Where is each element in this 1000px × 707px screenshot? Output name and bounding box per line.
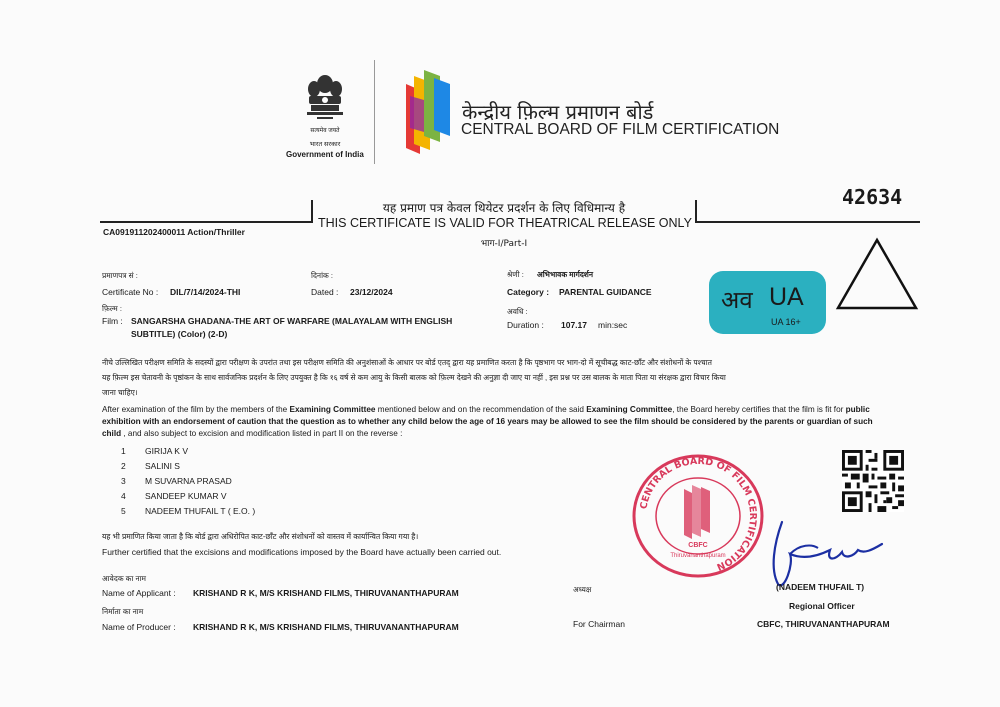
member-no: 4 [121, 491, 126, 501]
member-name: NADEEM THUFAIL T ( E.O. ) [145, 506, 256, 516]
member-name: GIRIJA K V [145, 446, 188, 456]
member-name: SANDEEP KUMAR V [145, 491, 227, 501]
government-of-india: Government of India [286, 150, 364, 159]
certificate-serial: 42634 [842, 185, 903, 209]
cert-no-hindi: प्रमाणपत्र सं : [102, 271, 138, 280]
member-no: 1 [121, 446, 126, 456]
band-line-right [696, 221, 920, 223]
film-label: Film : [102, 316, 123, 326]
header-divider [374, 60, 375, 164]
category-triangle-icon [834, 236, 920, 312]
rating-badge-hindi: अव [721, 286, 753, 314]
producer-value: KRISHAND R K, M/S KRISHAND FILMS, THIRUVANANTHAPURAM [193, 622, 459, 632]
en-text-1: After examination of the film by the members of the [102, 405, 290, 414]
duration-value: 107.17 [561, 320, 587, 330]
film-title-line2: SUBTITLE) (Color) (2-D) [131, 329, 228, 339]
member-name: M SUVARNA PRASAD [145, 476, 232, 486]
qr-code [842, 450, 904, 512]
en-text-5: , the Board hereby certifies that the film is fit for [672, 405, 846, 414]
seal-city: Thiruvananthapuram [670, 553, 726, 559]
reference-number: CA091911202400011 Action/Thriller [103, 227, 245, 237]
validity-hindi: यह प्रमाण पत्र केवल थियेटर प्रदर्शन के लिए विधिमान्य है [382, 201, 626, 215]
chairman-hindi: अध्यक्ष [573, 585, 592, 594]
english-certification-paragraph [102, 404, 892, 440]
seal-center-label: CBFC [688, 542, 708, 549]
applicant-label: Name of Applicant : [102, 588, 176, 598]
board-name-english: CENTRAL BOARD OF FILM CERTIFICATION [461, 121, 780, 138]
applicant-hindi: आवेदक का नाम [102, 574, 147, 583]
validity-english: THIS CERTIFICATE IS VALID FOR THEATRICAL RELEASE ONLY [318, 216, 692, 230]
officer-name: (NADEEM THUFAIL T) [776, 582, 865, 592]
for-chairman: For Chairman [573, 619, 625, 629]
officer-office: CBFC, THIRUVANANTHAPURAM [757, 619, 890, 629]
category-hindi-value: अभिभावक मार्गदर्शन [537, 270, 594, 279]
cert-no-value: DIL/7/14/2024-THI [170, 287, 241, 297]
en-text-4: Examining Committee [586, 405, 673, 414]
hindi-para-line2: यह फ़िल्म इस चेतावनी के पृष्ठांकन के साथ सार्वजनिक प्रदर्शन के लिए उपयुक्त है कि १६ वर्ष से कम आयु के किसी बालक को फ़िल्म देखने की अनुज्ञा दी जाए या नहीं , इस प्रश्न पर उस बालक के माता पिता या संरक्षक द्वारा विचार किया [102, 373, 726, 382]
en-text-3: mentioned below and on the recommendation of the said [375, 405, 587, 414]
band-tick-left [311, 200, 313, 223]
rating-badge [709, 271, 826, 334]
emblem-motto: सत्यमेव जयते [310, 128, 340, 134]
duration-unit: min:sec [598, 320, 628, 330]
cert-no-label: Certificate No : [102, 287, 159, 297]
cbfc-logo-icon [400, 66, 456, 161]
further-certified-hindi: यह भी प्रमाणित किया जाता है कि बोर्ड द्वारा अधिरोपित काट-छाँट और संशोधनों को वास्तव में कार्यान्वित किया गया है। [102, 532, 419, 541]
rating-badge-main: UA [769, 283, 804, 311]
hindi-para-line3: जाना चाहिए। [102, 388, 138, 397]
rating-badge-sub: UA 16+ [771, 317, 801, 327]
band-line-left [100, 221, 312, 223]
en-text-2: Examining Committee [289, 405, 376, 414]
seal-ring-text: CENTRAL BOARD OF FILM CERTIFICATION [638, 455, 759, 573]
government-hindi: भारत सरकार [309, 141, 341, 148]
category-value: PARENTAL GUIDANCE [559, 287, 652, 297]
dated-value: 23/12/2024 [350, 287, 393, 297]
board-name-hindi: केन्द्रीय फ़िल्म प्रमाणन बोर्ड [462, 100, 654, 124]
film-hindi: फ़िल्म : [102, 304, 122, 313]
category-hindi-label: श्रेणी : [507, 270, 524, 279]
duration-label: Duration : [507, 320, 544, 330]
category-label: Category : [507, 287, 550, 297]
producer-label: Name of Producer : [102, 622, 176, 632]
hindi-para-line1: नीचे उल्लिखित परीक्षण समिति के सदस्यों द्वारा परीक्षण के उपरांत तथा इस परीक्षण समिति की अनुशंसाओं के आधार पर बोर्ड एतद् द्वारा यह प्रमाणित करता है कि पृष्ठभाग पर भाग-दो में सूचीबद्ध काट-छाँट और संशोधनों के पश्चात [102, 358, 712, 367]
certificate-part: भाग-I/Part-I [480, 239, 528, 249]
member-name: SALINI S [145, 461, 180, 471]
dated-label: Dated : [311, 287, 339, 297]
further-certified-english: Further certified that the excisions and modifications imposed by the Board have actually been carried out. [102, 547, 502, 557]
en-text-7: , and also subject to excision and modification listed in part II on the reverse : [121, 429, 403, 438]
film-title-line1: SANGARSHA GHADANA-THE ART OF WARFARE (MALAYALAM WITH ENGLISH [131, 316, 453, 326]
applicant-value: KRISHAND R K, M/S KRISHAND FILMS, THIRUVANANTHAPURAM [193, 588, 459, 598]
en-text-6: public exhibition with an endorsement of caution that the question as to whether any child below the age of 16 years may be allowed to see the film should be considered by the parents or guardian of such child [102, 405, 873, 438]
member-no: 5 [121, 506, 126, 516]
band-tick-right [695, 200, 697, 223]
member-no: 3 [121, 476, 126, 486]
national-emblem-icon [300, 70, 350, 128]
dated-hindi: दिनांक : [311, 271, 333, 280]
producer-hindi: निर्माता का नाम [102, 607, 144, 616]
duration-hindi: अवधि : [507, 307, 528, 316]
cbfc-seal-stamp [628, 451, 768, 581]
officer-title: Regional Officer [789, 601, 855, 611]
member-no: 2 [121, 461, 126, 471]
